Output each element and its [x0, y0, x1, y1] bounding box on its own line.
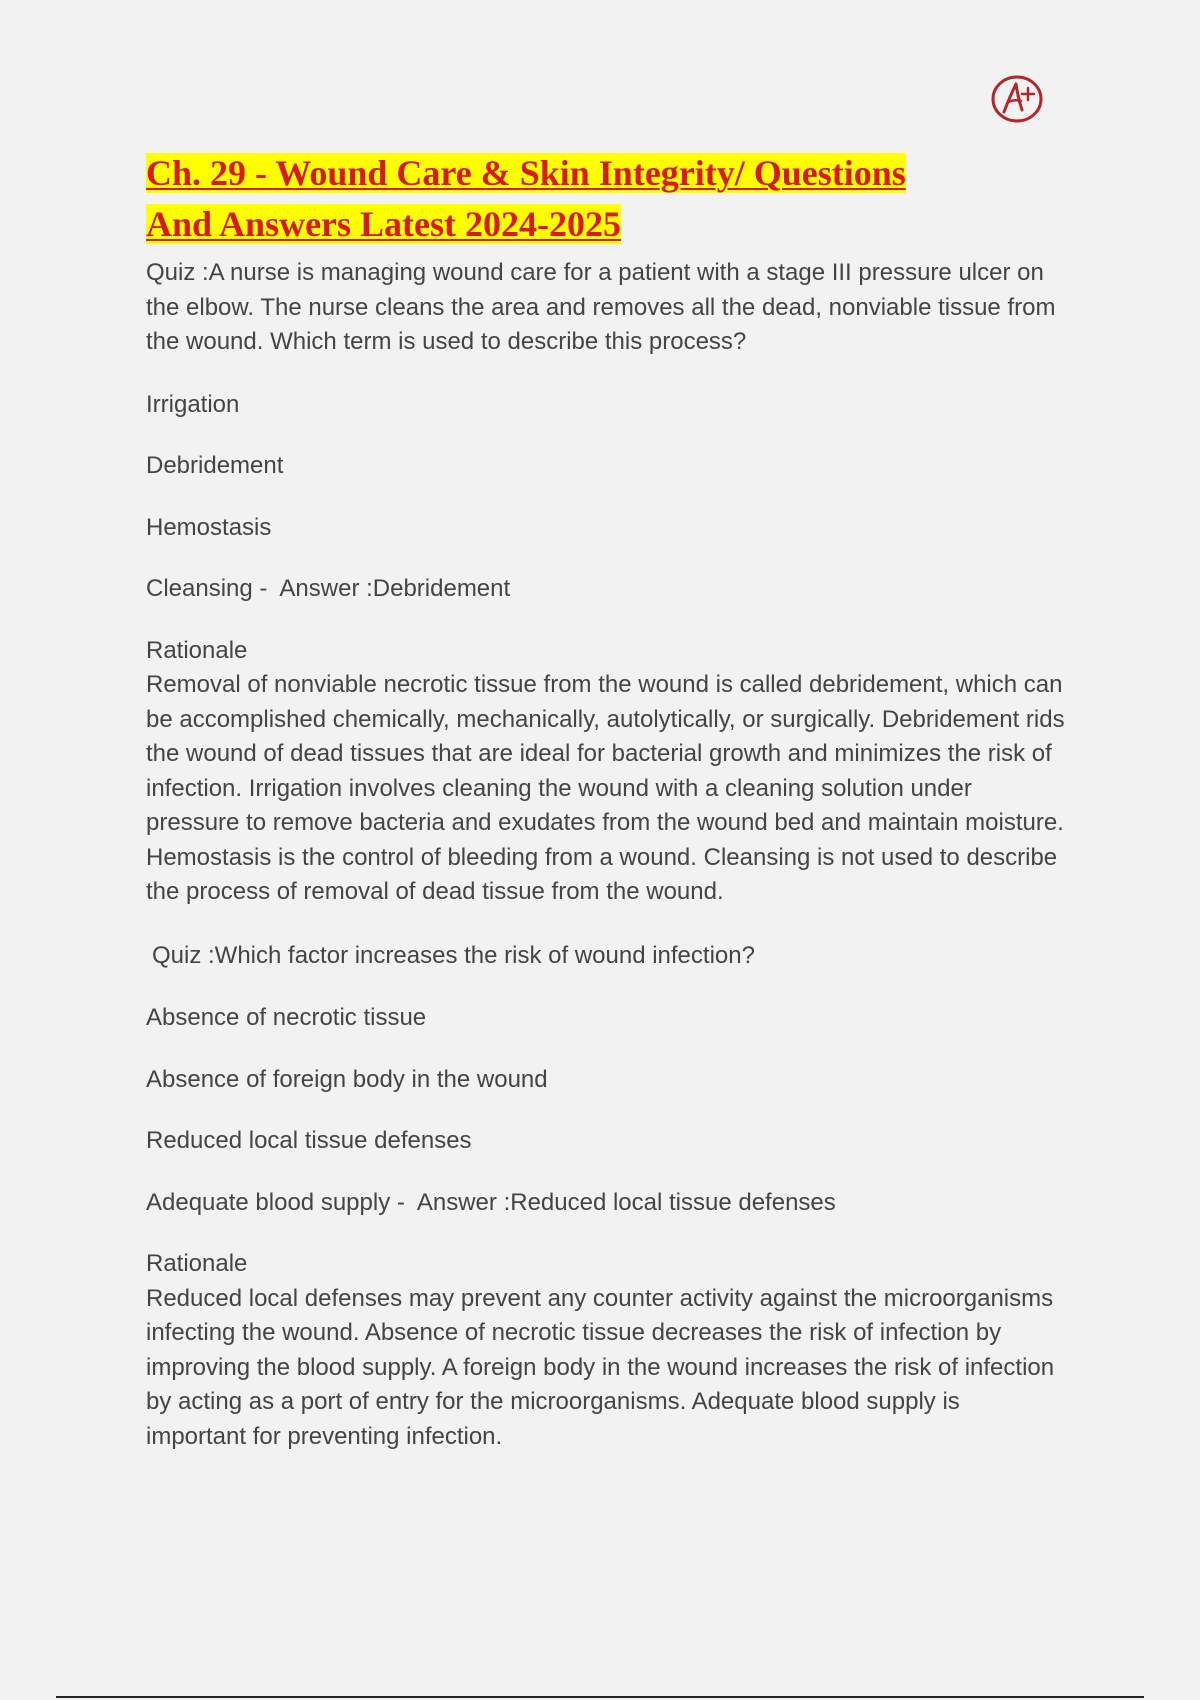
answer-option-with-answer: Cleansing - Answer :Debridement: [146, 575, 511, 602]
quiz-item-1: [146, 256, 1072, 910]
answer-option: Irrigation: [146, 390, 240, 418]
title-line-2: And Answers Latest 2024-2025: [146, 204, 622, 244]
rationale-label: Rationale: [146, 636, 248, 664]
rationale-text: Reduced local defenses may prevent any counter activity against the microorganisms infecting the wound. Absence of necrotic tissue decreases the risk of infection by improving the blood supply. A foreign body in the wound increases the risk of infection by acting as a port of entry for the microorganisms. Adequate blood supply is important for preventing infection.: [146, 1284, 1061, 1450]
question-text: Quiz :A nurse is managing wound care for a patient with a stage III pressure ulcer on the elbow. The nurse cleans the area and removes all the dead, nonviable tissue from the wound. Which term is used to describe this process?: [146, 259, 1063, 355]
answer-option: Hemostasis: [146, 513, 272, 541]
answer-option: Debridement: [146, 452, 284, 479]
question-text: Quiz :Which factor increases the risk of wound infection?: [152, 941, 755, 969]
title-line-1: Ch. 29 - Wound Care & Skin Integrity/ Questions: [146, 153, 906, 193]
document-title: [146, 148, 1066, 250]
quiz-item-2: [146, 939, 1066, 1455]
rationale-label: Rationale: [146, 1250, 248, 1277]
rationale-text: Removal of nonviable necrotic tissue from the wound is called debridement, which can be accomplished chemically, mechanically, autolytically, or surgically. Debridement rids the wound of dead tissues that are ideal for bacterial growth and minimizes the risk of infection. Irrigation involves cleaning the wound with a cleaning solution under pressure to remove bacteria and exudates from the wound bed and maintain moisture. Hemostasis is the control of bleeding from a wound. Cleansing is not used to describe the process of removal of dead tissue from the wound.: [146, 671, 1072, 905]
answer-option: Absence of necrotic tissue: [146, 1004, 427, 1031]
answer-option: Reduced local tissue defenses: [146, 1127, 472, 1154]
document-content: [146, 148, 1072, 1483]
answer-option: Absence of foreign body in the wound: [146, 1065, 548, 1093]
footer-divider: [56, 1696, 1144, 1698]
answer-option-with-answer: Adequate blood supply - Answer :Reduced local tissue defenses: [146, 1188, 836, 1216]
a-plus-grade-icon: [990, 74, 1044, 124]
rationale-block: [146, 1247, 1066, 1454]
rationale-block: [146, 634, 1072, 910]
